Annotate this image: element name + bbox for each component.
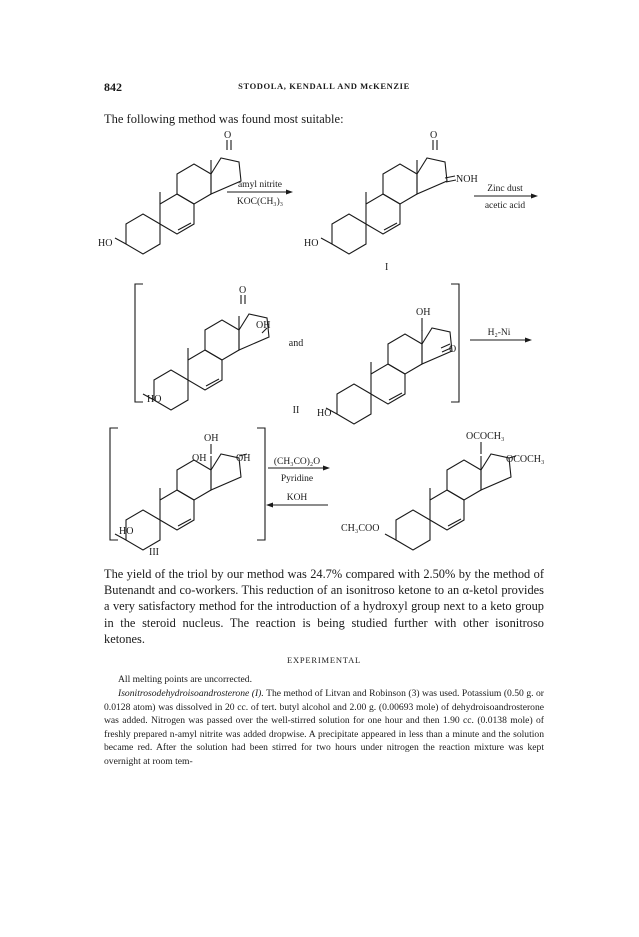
- bracket-left-row3: [110, 428, 118, 540]
- reaction-arrow-4: [266, 456, 330, 508]
- reaction-arrow-2: [474, 184, 538, 211]
- experimental-paragraph-body: The method of Litvan and Robinson (3) was used. Potassium (0.50 g. or 0.0128 atom) was dissolved in 20 cc. of tert. butyl alcohol and 2.00 g. (0.00693 mole) of dehydroisoandrosterone was added. Nitrogen was passed over the well-stirred solution for one hour and then 1.90 cc. (0.0138 mole) of freshly prepared n-amyl nitrite was added dropwise. A precipitate appeared in less than a minute and the solution became red. After the solution had been stirred for two hours under nitrogen the reaction mixture was kept overnight at room tem-: [104, 688, 545, 767]
- atom-label-16-acetoxy: OCOCH₃: [506, 454, 545, 465]
- atom-label-oxo: O: [449, 344, 457, 355]
- experimental-paragraph-isonitroso: [104, 687, 544, 769]
- compound-label-III: III: [149, 547, 159, 558]
- page-number: 842: [104, 80, 122, 94]
- atom-label-3-hydroxy: HO: [304, 238, 319, 249]
- atom-label-17-hydroxyl: OH: [416, 307, 431, 318]
- bracket-right-row3: [257, 428, 265, 540]
- reagent-pyridine: Pyridine: [280, 474, 314, 484]
- reaction-arrow-1: [227, 180, 293, 207]
- atom-label-3-hydroxy: HO: [119, 526, 134, 537]
- section-heading-experimental: EXPERIMENTAL: [286, 655, 362, 665]
- reagent-potassium-tert-butoxide: KOC(CH₃)₃: [236, 197, 284, 207]
- yield-discussion-paragraph: The yield of the triol by our method was 24.7% compared with 2.50% by the method of Butenandt and co-workers. This reduction of an isonitroso ketone to an α-ketol provides a very satisfactory method for the introduction of a hydroxyl group next to a keto group in the steroid nucleus. The reaction is being studied further with other isonitroso ketones.: [104, 567, 544, 646]
- ketol-17-hydroxy-16-oxo-structure: [317, 307, 456, 424]
- atom-label-oxo: O: [224, 130, 232, 141]
- reagent-hydrogen-nickel: H₂-Ni: [487, 328, 511, 338]
- atom-label-oxime: NOH: [456, 174, 478, 185]
- reagent-zinc-dust: Zinc dust: [487, 184, 523, 194]
- atom-label-3-hydroxy: HO: [317, 408, 332, 419]
- atom-label-hydroxyl-left: OH: [192, 453, 207, 464]
- atom-label-oxo: O: [430, 130, 438, 141]
- intro-sentence: The following method was found most suitable:: [104, 112, 344, 126]
- compound-label-II: II: [292, 405, 300, 416]
- atom-label-3-acetoxy: CH₃COO: [341, 523, 380, 534]
- atom-label-3-hydroxy: HO: [98, 238, 113, 249]
- bracket-right-row2: [451, 284, 459, 402]
- triol-structure: [115, 433, 250, 550]
- atom-label-3-hydroxy: HO: [147, 394, 162, 405]
- bracket-left-row2: [135, 284, 143, 402]
- triacetate-structure: [341, 431, 545, 550]
- atom-label-oxo: O: [239, 285, 247, 296]
- reagent-acetic-acid: acetic acid: [484, 201, 526, 211]
- atom-label-16-hydroxyl: OH: [236, 453, 251, 464]
- compound-label-I: I: [385, 262, 389, 273]
- experimental-paragraph-title: Isonitrosodehydroisoandrosterone (I).: [118, 688, 264, 699]
- running-head: [104, 80, 544, 96]
- reagent-potassium-hydroxide: KOH: [286, 493, 308, 503]
- atom-label-16-hydroxyl: OH: [256, 320, 271, 331]
- running-head-authors: STODOLA, KENDALL AND McKENZIE: [238, 81, 410, 91]
- atom-label-17-hydroxyl: OH: [204, 433, 219, 444]
- reaction-scheme: [0, 130, 639, 560]
- ketol-17-oxo-16-hydroxy-structure: [143, 285, 270, 410]
- dehydroisoandrosterone-structure: [98, 130, 241, 254]
- atom-label-17-acetoxy: OCOCH₃: [466, 431, 505, 442]
- isonitroso-ketone-structure: [304, 130, 478, 273]
- reagent-acetic-anhydride: (CH₃CO)₂O: [273, 457, 321, 467]
- reagent-amyl-nitrite: amyl nitrite: [237, 180, 283, 190]
- reaction-arrow-3: [470, 328, 532, 343]
- melting-points-note: All melting points are uncorrected.: [118, 674, 253, 685]
- conjunction-and: and: [288, 338, 304, 349]
